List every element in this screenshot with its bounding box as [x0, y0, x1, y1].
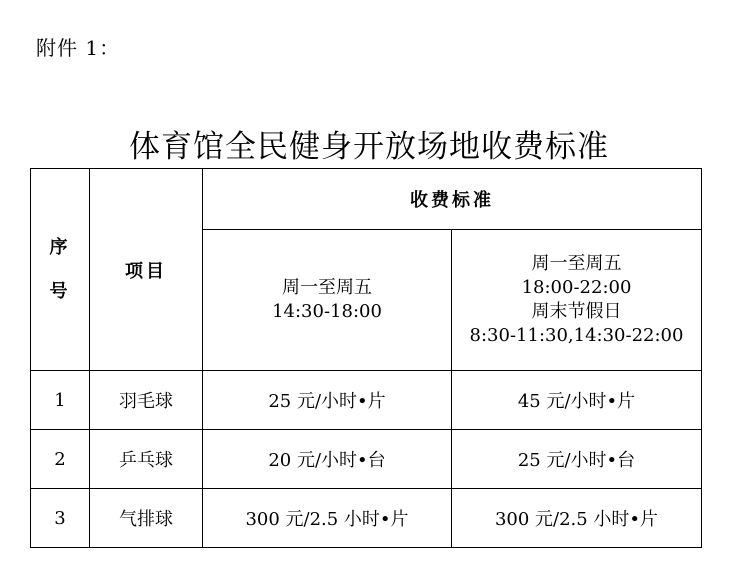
row-fee-weekday: 300 元/2.5 小时•片	[203, 489, 452, 548]
row-fee-other: 45 元/小时•片	[452, 371, 702, 430]
row-seq: 2	[31, 430, 90, 489]
period-evening-hours: 18:00-22:00	[521, 277, 632, 298]
row-fee-weekday: 20 元/小时•台	[203, 430, 452, 489]
row-seq: 1	[31, 371, 90, 430]
period-evening-weekend-cell	[452, 230, 702, 371]
table-row	[31, 430, 702, 489]
seq-header-line2: 号	[49, 280, 71, 302]
row-fee-weekday: 25 元/小时•片	[203, 371, 452, 430]
period-weekday-hours: 14:30-18:00	[272, 301, 382, 322]
period-weekend-hours: 8:30-11:30,14:30-22:00	[469, 325, 684, 346]
period-weekend-days: 周末节假日	[531, 301, 622, 322]
row-item: 气排球	[90, 489, 203, 548]
period-evening-days: 周一至周五	[531, 253, 622, 274]
seq-header-line1: 序	[49, 236, 71, 258]
table-row	[31, 489, 702, 548]
row-fee-other: 300 元/2.5 小时•片	[452, 489, 702, 548]
seq-header-cell	[31, 169, 90, 371]
fee-standard-header-cell: 收费标准	[203, 169, 702, 230]
fee-table	[30, 168, 702, 548]
document-title: 体育馆全民健身开放场地收费标准	[129, 129, 609, 165]
row-item: 羽毛球	[90, 371, 203, 430]
row-item: 乒乓球	[90, 430, 203, 489]
item-header-cell: 项目	[90, 169, 203, 371]
row-fee-other: 25 元/小时•台	[452, 430, 702, 489]
attachment-label: 附件 1：	[36, 36, 121, 60]
period-weekday-cell	[203, 230, 452, 371]
table-row	[31, 371, 702, 430]
row-seq: 3	[31, 489, 90, 548]
table-header-row	[31, 169, 702, 230]
period-weekday-days: 周一至周五	[282, 277, 372, 298]
